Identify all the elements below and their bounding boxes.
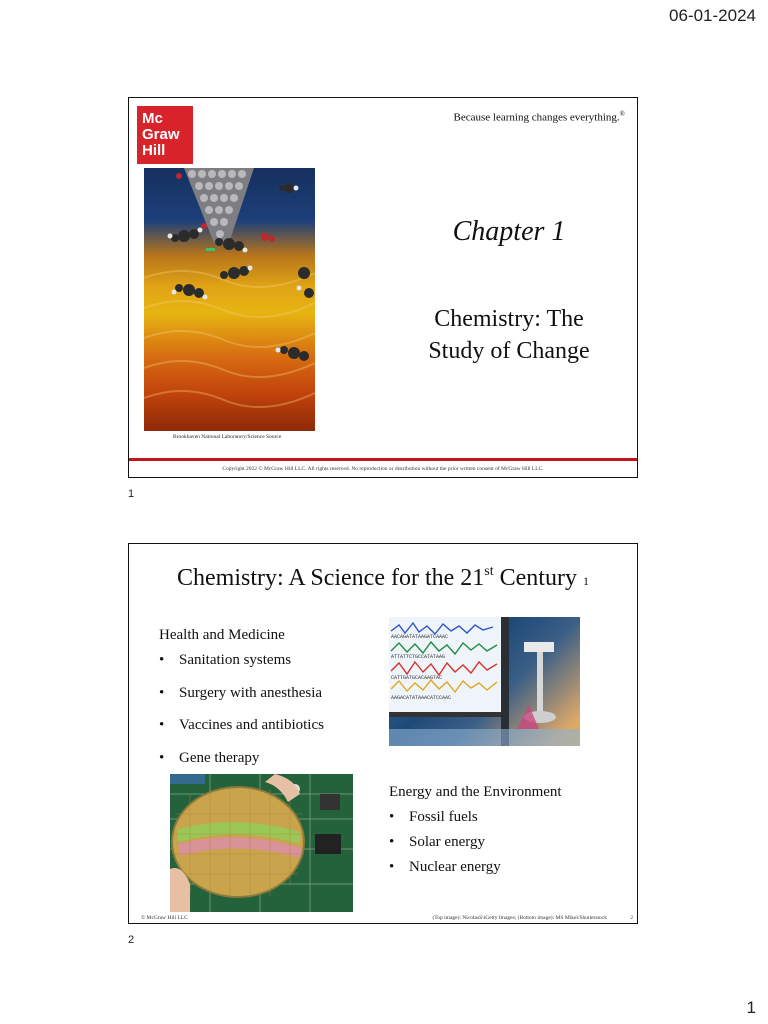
image-credit: Brookhaven National Laboratory/Science Source (173, 434, 282, 440)
list-item: • Gene therapy (159, 750, 324, 783)
slide-number: 2 (128, 934, 135, 946)
silicon-wafer-image (170, 774, 353, 912)
health-heading: Health and Medicine (159, 627, 285, 643)
svg-text:AAGACATATAAACATCCAAC: AAGACATATAAACATCCAAC (391, 695, 452, 701)
list-item: • Fossil fuels (389, 809, 501, 834)
slide-2 (128, 543, 638, 924)
dna-sequencing-image (389, 617, 580, 746)
svg-text:ATTATTCTGCCATATAAG: ATTATTCTGCCATATAAG (391, 654, 446, 660)
footer-image-credit: (Top image): NicolasS\iGetty Images; (Bottom image): MS Mikel/Shutterstock (432, 915, 607, 921)
slide-title: Chemistry: A Science for the 21st Century 1 (177, 564, 589, 591)
list-item: • Vaccines and antibiotics (159, 717, 324, 750)
footer-rule (129, 458, 637, 461)
tagline: Because learning changes everything.® (453, 110, 625, 124)
list-item: • Solar energy (389, 834, 501, 859)
page-number: 1 (746, 998, 756, 1017)
chapter-title: Chapter 1 (452, 216, 566, 247)
energy-heading: Energy and the Environment (389, 784, 562, 800)
slide-number: 1 (128, 488, 135, 500)
list-item: • Sanitation systems (159, 652, 324, 685)
mcgraw-hill-logo: Mc Graw Hill (137, 106, 193, 164)
svg-text:AACAGATATAAGATCAAAC: AACAGATATAAGATCAAAC (391, 634, 449, 640)
svg-text:CATTGATGCACAAGTAC: CATTGATGCACAAGTAC (391, 675, 443, 681)
list-item: • Nuclear energy (389, 859, 501, 884)
footer-copyright: © McGraw Hill LLC (141, 915, 188, 921)
copyright-notice: Copyright 2022 © McGraw Hill LLC. All rights reserved. No reproduction or distribution without the prior written consent of McGraw Hill LLC. (222, 466, 544, 472)
footer-slide-number: 2 (630, 915, 633, 921)
health-list (159, 652, 324, 782)
energy-list (389, 809, 501, 884)
chapter-subtitle: Chemistry: The Study of Change (428, 306, 590, 364)
slide-1 (128, 97, 638, 478)
cover-image (144, 168, 315, 431)
page-date: 06-01-2024 (669, 6, 756, 25)
list-item: • Surgery with anesthesia (159, 685, 324, 718)
